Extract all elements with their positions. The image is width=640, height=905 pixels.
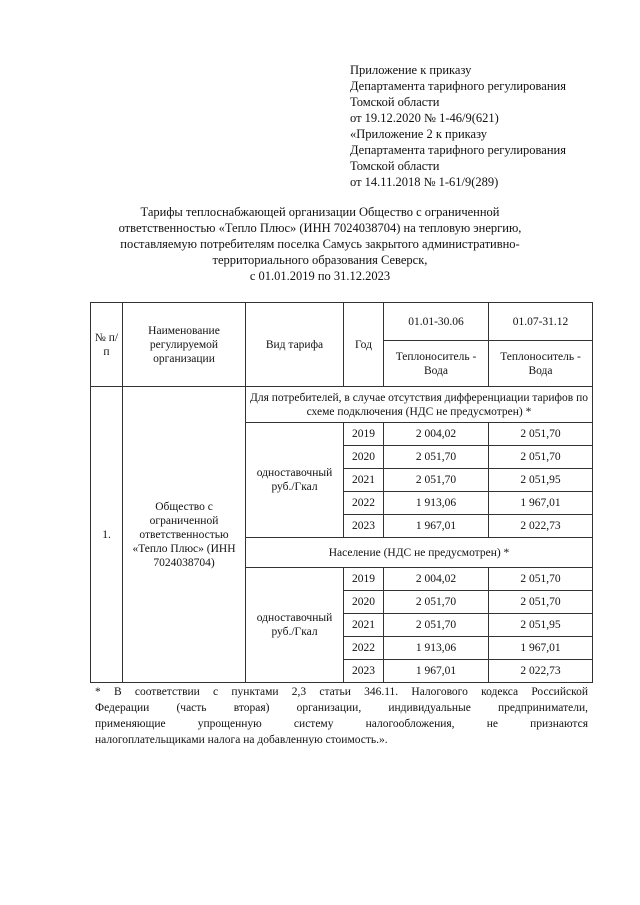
value-cell: 1 967,01	[384, 515, 489, 538]
value-cell: 2 051,70	[489, 446, 593, 469]
year-cell: 2019	[344, 423, 384, 446]
value-cell: 1 913,06	[384, 492, 489, 515]
header-tariff-type: Вид тарифа	[246, 303, 344, 387]
appendix-line: Приложение к приказу	[350, 63, 472, 77]
appendix-header	[350, 62, 630, 190]
value-cell: 2 022,73	[489, 660, 593, 683]
title-line: Тарифы теплоснабжающей организации Общество с ограниченной	[140, 205, 500, 219]
header-year: Год	[344, 303, 384, 387]
header-carrier-1: Теплоноситель - Вода	[384, 341, 489, 387]
year-cell: 2023	[344, 660, 384, 683]
year-cell: 2019	[344, 568, 384, 591]
value-cell: 2 051,70	[489, 568, 593, 591]
value-cell: 2 051,95	[489, 614, 593, 637]
value-cell: 2 004,02	[384, 423, 489, 446]
header-period-1: 01.01-30.06	[384, 303, 489, 341]
title-line: ответственностью «Тепло Плюс» (ИНН 7024038704) на тепловую энергию,	[118, 221, 522, 235]
header-period-2: 01.07-31.12	[489, 303, 593, 341]
organization-name: Общество с ограниченной ответственностью «Тепло Плюс» (ИНН 7024038704)	[123, 387, 246, 683]
footnote-line: Федерации (часть вторая) организации, индивидуальные предприниматели,	[95, 702, 588, 714]
value-cell: 1 967,01	[489, 492, 593, 515]
row-number: 1.	[91, 387, 123, 683]
value-cell: 2 051,70	[489, 591, 593, 614]
appendix-line: от 19.12.2020 № 1-46/9(621)	[350, 111, 499, 125]
value-cell: 1 967,01	[489, 637, 593, 660]
appendix-line: Томской области	[350, 95, 440, 109]
footnote-line: налогоплательщиками налога на добавленную стоимость.».	[95, 734, 388, 746]
year-cell: 2022	[344, 637, 384, 660]
section-label: Для потребителей, в случае отсутствия дифференциации тарифов по схеме подключения (НДС не предусмотрен) *	[246, 387, 593, 423]
appendix-line: «Приложение 2 к приказу	[350, 127, 488, 141]
header-num: № п/п	[91, 303, 123, 387]
header-organization: Наименование регулируемой организации	[123, 303, 246, 387]
year-cell: 2020	[344, 446, 384, 469]
tariff-type-cell: одноставочный руб./Гкал	[246, 568, 344, 683]
year-cell: 2023	[344, 515, 384, 538]
footnote-line: применяющие упрощенную систему налогообложения, не признаются	[95, 718, 588, 730]
value-cell: 1 967,01	[384, 660, 489, 683]
value-cell: 2 051,70	[384, 469, 489, 492]
title-line: территориального образования Северск,	[212, 253, 428, 267]
value-cell: 2 004,02	[384, 568, 489, 591]
footnote	[95, 684, 588, 748]
year-cell: 2022	[344, 492, 384, 515]
appendix-line: от 14.11.2018 № 1-61/9(289)	[350, 175, 499, 189]
value-cell: 2 022,73	[489, 515, 593, 538]
value-cell: 1 913,06	[384, 637, 489, 660]
appendix-line: Департамента тарифного регулирования	[350, 79, 566, 93]
document-title	[100, 204, 540, 284]
value-cell: 2 051,70	[384, 614, 489, 637]
tariff-table	[90, 302, 593, 683]
appendix-line: Томской области	[350, 159, 440, 173]
year-cell: 2020	[344, 591, 384, 614]
title-line: с 01.01.2019 по 31.12.2023	[249, 269, 391, 283]
section-row	[91, 387, 593, 423]
value-cell: 2 051,70	[489, 423, 593, 446]
appendix-line: Департамента тарифного регулирования	[350, 143, 566, 157]
table-header-row	[91, 303, 593, 341]
tariff-type-cell: одноставочный руб./Гкал	[246, 423, 344, 538]
footnote-line: * В соответствии с пунктами 2,3 статьи 346.11. Налогового кодекса Российской	[95, 686, 588, 698]
value-cell: 2 051,70	[384, 446, 489, 469]
section-label: Население (НДС не предусмотрен) *	[246, 538, 593, 568]
title-line: поставляемую потребителям поселка Самусь закрытого административно-	[120, 237, 520, 251]
header-carrier-2: Теплоноситель - Вода	[489, 341, 593, 387]
year-cell: 2021	[344, 469, 384, 492]
year-cell: 2021	[344, 614, 384, 637]
value-cell: 2 051,70	[384, 591, 489, 614]
value-cell: 2 051,95	[489, 469, 593, 492]
